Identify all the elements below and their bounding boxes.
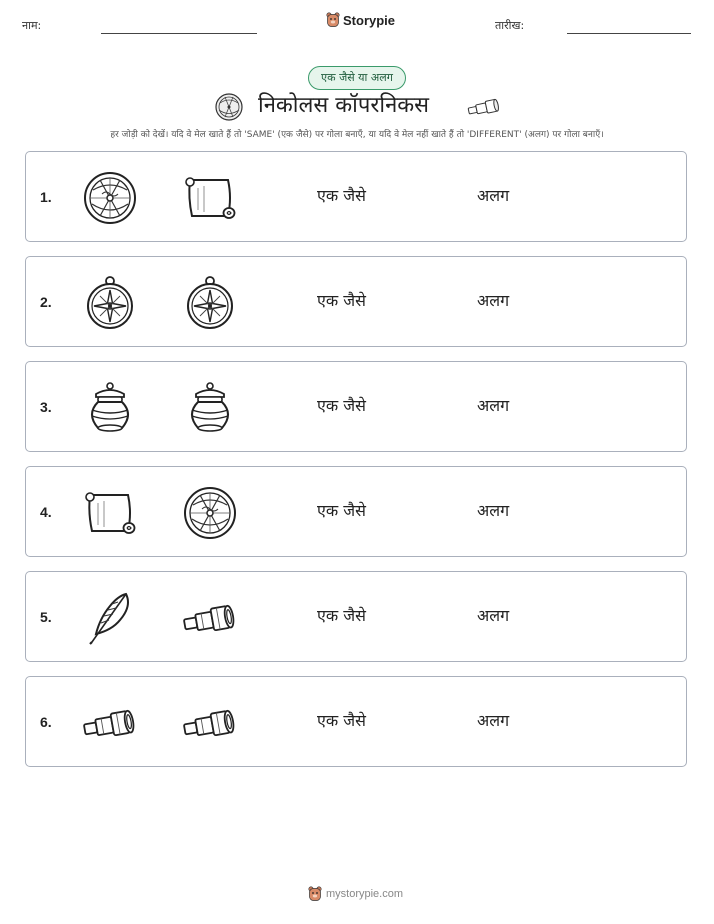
compass-icon: [82, 275, 138, 331]
scroll-icon: [82, 485, 138, 541]
footer-url[interactable]: mystorypie.com: [326, 888, 404, 900]
telescope-icon: [182, 695, 238, 751]
row-number: 2.: [40, 294, 52, 310]
quill-icon: [82, 590, 138, 646]
different-option[interactable]: अलग: [477, 606, 510, 625]
date-label: तारीख:: [495, 19, 525, 32]
astrolabe-icon: [182, 485, 238, 541]
name-field-line[interactable]: [101, 33, 257, 34]
compass-icon: [182, 275, 238, 331]
telescope-icon: [466, 96, 500, 116]
row-number: 5.: [40, 609, 52, 625]
different-option[interactable]: अलग: [477, 396, 510, 415]
pair-row-4: [25, 466, 687, 557]
telescope-icon: [82, 695, 138, 751]
pot-icon: [182, 380, 238, 436]
different-option[interactable]: अलग: [477, 291, 510, 310]
name-label: नाम:: [22, 19, 42, 32]
telescope-icon: [182, 590, 238, 646]
same-option[interactable]: एक जैसे: [317, 606, 366, 625]
worksheet-type-badge: एक जैसे या अलग: [308, 66, 406, 90]
pot-icon: [82, 380, 138, 436]
same-option[interactable]: एक जैसे: [317, 186, 366, 205]
astrolabe-icon: [214, 92, 244, 122]
same-option[interactable]: एक जैसे: [317, 291, 366, 310]
compass-icon: [82, 275, 138, 331]
pair-row-2: [25, 256, 687, 347]
astrolabe-icon: [182, 485, 238, 541]
footer: [308, 886, 403, 902]
scroll-icon: [182, 170, 238, 226]
title-row: [0, 90, 714, 122]
pair-row-1: [25, 151, 687, 242]
scroll-icon: [82, 485, 138, 541]
pot-icon: [182, 380, 238, 436]
row-number: 3.: [40, 399, 52, 415]
row-number: 4.: [40, 504, 52, 520]
telescope-icon: [182, 695, 238, 751]
pair-row-6: [25, 676, 687, 767]
brand-logo: [326, 12, 395, 28]
different-option[interactable]: अलग: [477, 186, 510, 205]
pair-row-5: [25, 571, 687, 662]
page-title: निकोलस कॉपरनिकस: [258, 93, 430, 118]
instructions-text: हर जोड़ी को देखें। यदि वे मेल खाते हैं तो 'SAME' (एक जैसे) पर गोला बनाएँ, या यदि वे मेल नहीं खाते हैं तो 'DIFFERENT' (अलग) पर गोला बनाएँ।: [110, 130, 604, 140]
astrolabe-icon: [82, 170, 138, 226]
date-field-line[interactable]: [567, 33, 691, 34]
row-number: 6.: [40, 714, 52, 730]
same-option[interactable]: एक जैसे: [317, 396, 366, 415]
different-option[interactable]: अलग: [477, 501, 510, 520]
astrolabe-icon: [82, 170, 138, 226]
scroll-icon: [182, 170, 238, 226]
pair-row-3: [25, 361, 687, 452]
bear-icon: [326, 12, 340, 28]
different-option[interactable]: अलग: [477, 711, 510, 730]
row-number: 1.: [40, 189, 52, 205]
telescope-icon: [182, 590, 238, 646]
pot-icon: [82, 380, 138, 436]
bear-icon: [308, 886, 322, 902]
compass-icon: [182, 275, 238, 331]
brand-name: Storypie: [343, 12, 396, 28]
telescope-icon: [82, 695, 138, 751]
same-option[interactable]: एक जैसे: [317, 501, 366, 520]
quill-icon: [82, 590, 138, 646]
same-option[interactable]: एक जैसे: [317, 711, 366, 730]
